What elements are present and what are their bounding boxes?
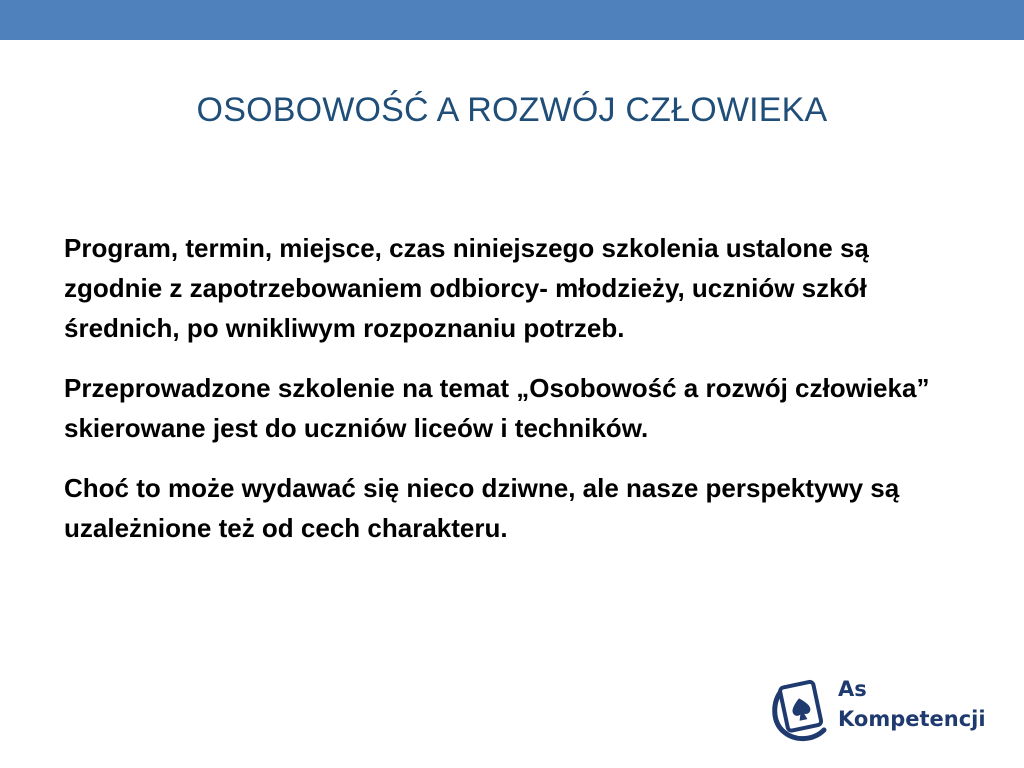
slide-body — [64, 228, 944, 568]
body-paragraph-1: Program, termin, miejsce, czas niniejszego szkolenia ustalone są zgodnie z zapotrzebowaniem odbiorcy- młodzieży, uczniów szkół średnich, po wnikliwym rozpoznaniu potrzeb. — [64, 233, 869, 343]
logo-wordmark — [838, 674, 986, 734]
spade-card-icon — [768, 672, 834, 742]
logo-line-kompetencji: Kompetencji — [838, 707, 986, 731]
logo-line-as: As — [838, 677, 867, 701]
body-paragraph-3: Choć to może wydawać się nieco dziwne, ale nasze perspektywy są uzależnione też od cech charakteru. — [64, 473, 900, 543]
slide-title: OSOBOWOŚĆ A ROZWÓJ CZŁOWIEKA — [196, 91, 828, 129]
body-paragraph-2: Przeprowadzone szkolenie na temat „Osobowość a rozwój człowieka” skierowane jest do uczniów liceów i techników. — [64, 373, 930, 443]
as-kompetencji-logo — [768, 668, 996, 748]
top-accent-bar — [0, 0, 1024, 40]
